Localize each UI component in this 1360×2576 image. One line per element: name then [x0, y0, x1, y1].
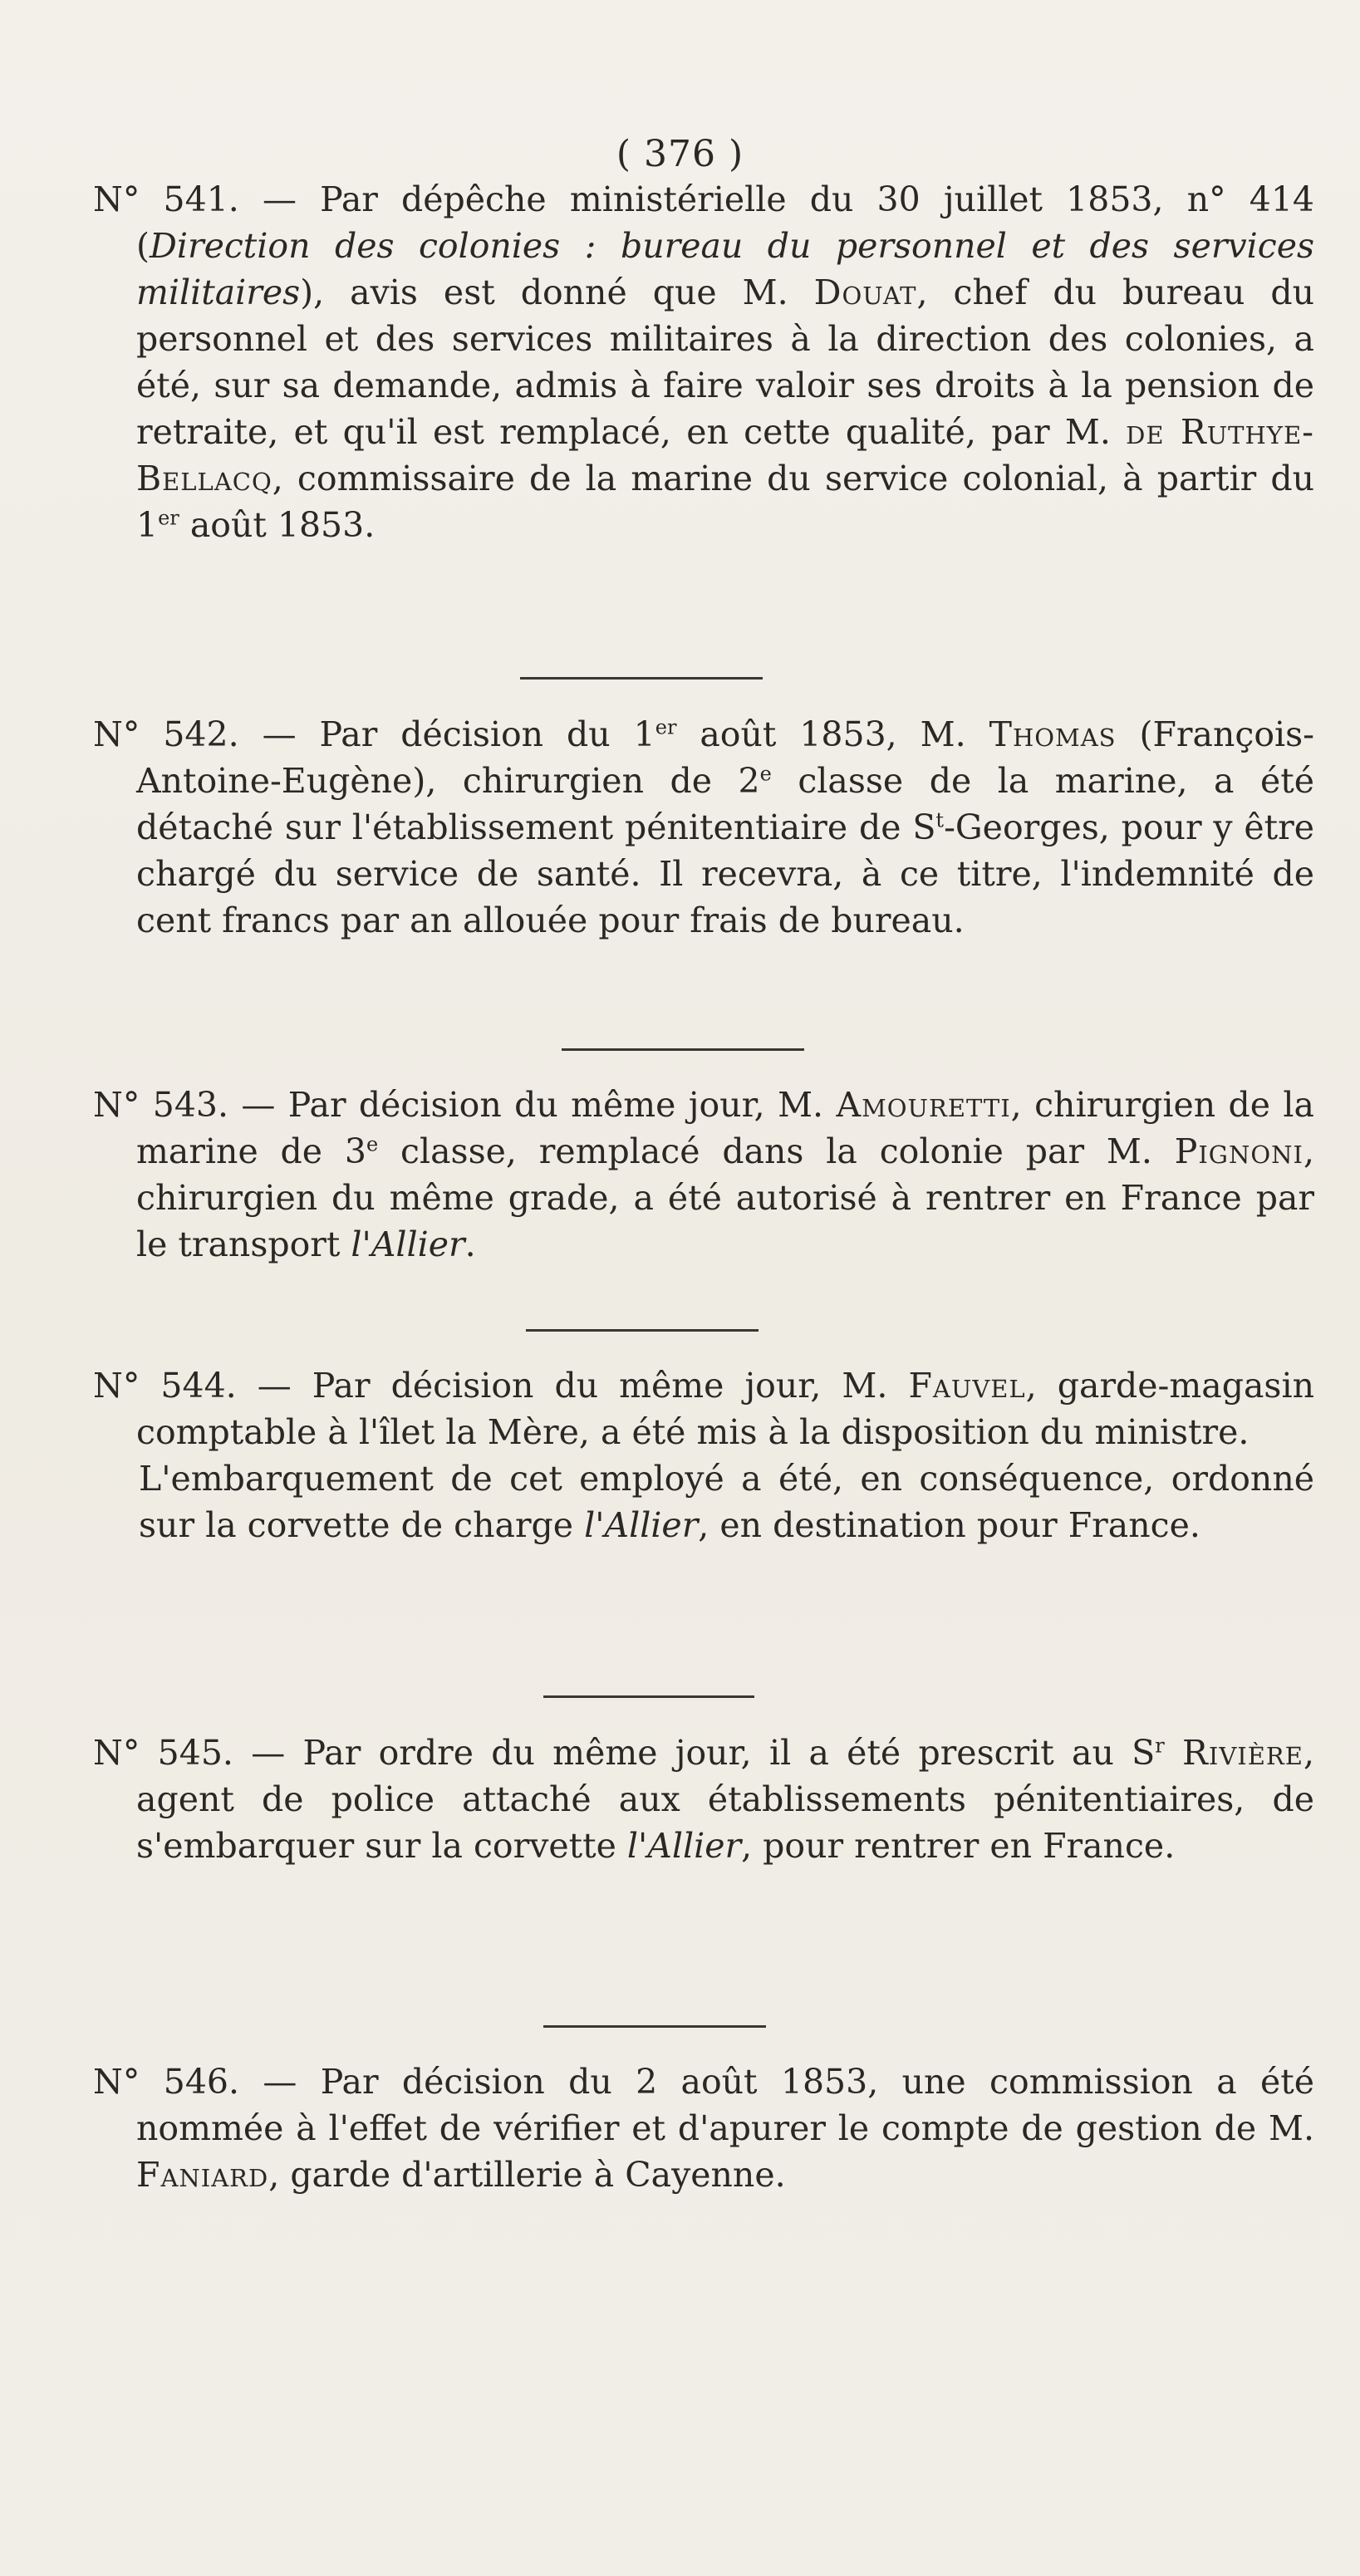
entry-541-text: N° 541. — Par dépêche ministérielle du 30 juillet 1853, n° 414 (Direction des colonies : bureau du personnel et des services militaires), avis est donné que M. Douat, chef du bureau du personnel et des services militaires à la direction des colonies, a été, sur sa demande, admis à faire valoir ses droits à la pension de retraite, et qu'il est remplacé, en cette qualité, par M. de Ruthye-Bellacq, commissaire de la marine du service colonial, à partir du 1er août 1853. — [93, 179, 1315, 545]
entry-number: N° 541. — [93, 179, 239, 219]
page-number: ( 376 ) — [616, 133, 744, 175]
person-name: Faniard — [136, 2155, 269, 2195]
person-name: Rivière — [1182, 1733, 1304, 1773]
entry-number: N° 544. — [93, 1366, 237, 1406]
entry-543-text: N° 543. — Par décision du même jour, M. Amouretti, chirurgien de la marine de 3e classe, remplacé dans la colonie par M. Pignoni, chirurgien du même grade, a été autorisé à rentrer en France par le transport l'Allier. — [93, 1085, 1314, 1264]
entry-542 — [93, 711, 1314, 944]
entry-544-text: N° 544. — Par décision du même jour, M. Fauvel, garde-magasin comptable à l'îlet la Mère, a été mis à la disposition du ministre. — [93, 1366, 1314, 1452]
separator-rule — [520, 677, 763, 680]
person-name: Douat — [813, 272, 917, 312]
ship-name: l'Allier — [626, 1826, 742, 1866]
separator-rule — [543, 2025, 766, 2028]
entry-546 — [93, 2058, 1314, 2198]
bureau-designation: Direction des colonies : bureau du personnel et des services militaires — [136, 226, 1314, 312]
ship-name: l'Allier — [351, 1224, 465, 1264]
entry-545-text: N° 545. — Par ordre du même jour, il a été prescrit au $S^r$ Rivière, agent de police attaché aux établissements pénitentiaires, de s'embarquer sur la corvette l'Allier, pour rentrer en France. — [93, 1733, 1314, 1866]
entry-542-text: N° 542. — Par décision du 1er août 1853, M. Thomas (François-Antoine-Eugène), chirurgien de 2e classe de la marine, a été détaché sur l'établissement pénitentiaire de $S^t$-Georges, pour y être chargé du service de santé. Il recevra, à ce titre, l'indemnité de cent francs par an allouée pour frais de bureau. — [93, 714, 1315, 940]
person-name: Pignoni — [1174, 1131, 1304, 1171]
person-name: de Ruthye-Bellacq — [136, 412, 1314, 498]
entry-546-text: N° 546. — Par décision du 2 août 1853, une commission a été nommée à l'effet de vérifier et d'apurer le compte de gestion de M. Faniard, garde d'artillerie à Cayenne. — [93, 2062, 1314, 2195]
separator-rule — [526, 1329, 759, 1332]
entry-544-continuation: L'embarquement de cet employé a été, en conséquence, ordonné sur la corvette de charge l'Allier, en destination pour France. — [139, 1459, 1314, 1545]
entry-number: N° 542. — [93, 714, 239, 754]
person-name: Fauvel — [908, 1366, 1026, 1406]
entry-number: N° 543. — [93, 1085, 229, 1125]
entry-543 — [93, 1082, 1314, 1268]
separator-rule — [543, 1695, 754, 1698]
entry-541 — [93, 176, 1314, 548]
person-name: Amouretti — [836, 1085, 1011, 1125]
entry-545 — [93, 1730, 1314, 1869]
entry-544 — [93, 1362, 1314, 1548]
entry-number: N° 545. — [93, 1733, 233, 1773]
entry-number: N° 546. — [93, 2062, 240, 2102]
separator-rule — [562, 1048, 804, 1051]
ship-name: l'Allier — [584, 1505, 699, 1545]
person-name: Thomas — [989, 714, 1117, 754]
